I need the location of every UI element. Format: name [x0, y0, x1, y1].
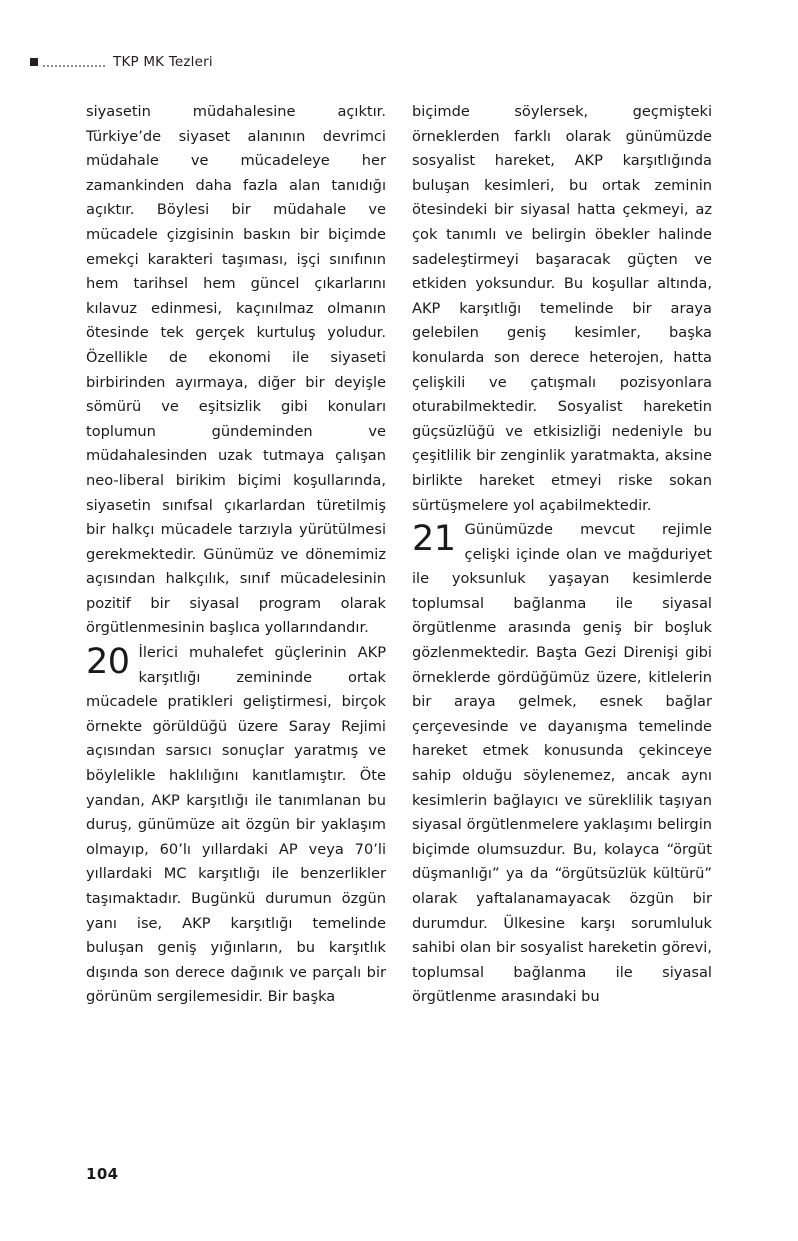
page-number: 104	[86, 1165, 119, 1183]
square-bullet-icon	[30, 58, 38, 66]
running-head	[30, 48, 670, 76]
dotted-rule-icon	[43, 57, 105, 67]
paragraph: Günümüzde mevcut rejimle çelişki içinde olan ve mağduriyet ile yoksunluk yaşayan kesimlerde toplumsal bağlanma ile siyasal örgütlenme arasında geniş bir boşluk gözlenmektedir. Başta Gezi Direnişi gibi örneklerde gördüğümüz üzere, kitlelerin bir araya gelmek, esnek bağlar çerçevesinde ve dayanışma temelinde hareket etmek konusunda çekinceye sahip olduğu söylenemez, ancak aynı kesimlerin bağlayıcı ve süreklilik taşıyan siyasal örgütlenmelere yaklaşımı belirgin biçimde olumsuzdur. Bu, kolayca “örgüt düşmanlığı” ya da “örgütsüzlük kültürü” olarak yaftalanamayacak özgün bir durumdur. Ülkesine karşı sorumluluk sahibi olan bir sosyalist hareketin görevi, toplumsal bağlanma ile siyasal örgütlenme arasındaki bu	[412, 521, 712, 1006]
numbered-paragraph-21	[412, 518, 712, 1010]
thesis-number: 20	[86, 642, 130, 683]
paragraph: biçimde söylersek, geçmişteki örneklerden farklı olarak günümüzde sosyalist hareket, AKP karşıtlığında buluşan kesimleri, bu ortak zeminin ötesindeki bir siyasal hatta çekmeyi, az çok tanımlı ve belirgin öbekler halinde sadeleştirmeyi başaracak güçten ve etkiden yoksundur. Bu koşullar altında, AKP karşıtlığı temelinde bir araya gelebilen geniş kesimler, başka konularda son derece heterojen, hatta çelişkili ve çatışmalı pozisyonlara oturabilmektedir. Sosyalist hareketin güçsüzlüğü ve etkisizliği nedeniyle bu çeşitlilik bir zenginlik yaratmakta, aksine birlikte hareket etmeyi riske sokan sürtüşmelere yol açabilmektedir.	[412, 103, 712, 514]
column-left	[86, 100, 386, 1160]
text-columns	[86, 100, 712, 1160]
thesis-number: 21	[412, 519, 456, 560]
column-right	[412, 100, 712, 1160]
running-head-title: TKP MK Tezleri	[113, 54, 213, 70]
paragraph: siyasetin müdahalesine açıktır. Türkiye’de siyaset alanının devrimci müdahale ve mücadeleye her zamankinden daha fazla alan tanıdığı açıktır. Böylesi bir müdahale ve mücadele çizgisinin baskın bir biçimde emekçi karakteri taşıması, işçi sınıfının hem tarihsel hem güncel çıkarlarını kılavuz edinmesi, kaçınılmaz olmanın ötesinde tek gerçek kurtuluş yoludur. Özellikle de ekonomi ile siyaseti birbirinden ayırmaya, diğer bir deyişle sömürü ve eşitsizlik gibi konuları toplumun gündeminden ve müdahalesinden uzak tutmaya çalışan neo-liberal birikim biçimi koşullarında, siyasetin sınıfsal çıkarlardan türetilmiş bir halkçı mücadele tarzıyla yürütülmesi gerekmektedir. Günümüz ve dönemimiz açısından halkçılık, sınıf mücadelesinin pozitif bir siyasal program olarak örgütlenmesinin başlıca yollarındandır.	[86, 103, 386, 637]
numbered-paragraph-20	[86, 641, 386, 1010]
paragraph: İlerici muhalefet güçlerinin AKP karşıtlığı zemininde ortak mücadele pratikleri geliştirmesi, birçok örnekte görüldüğü üzere Saray Rejimi açısından sarsıcı sonuçlar yaratmış ve böylelikle haklılığını kanıtlamıştır. Öte yandan, AKP karşıtlığı ile tanımlanan bu duruş, günümüze ait özgün bir yaklaşım olmayıp, 60’lı yıllardaki AP veya 70’li yıllardaki MC karşıtlığı ile benzerlikler taşımaktadır. Bugünkü durumun özgün yanı ise, AKP karşıtlığı temelinde buluşan geniş yığınların, bu karşıtlık dışında son derece dağınık ve parçalı bir görünüm sergilemesidir. Bir başka	[86, 644, 386, 1006]
